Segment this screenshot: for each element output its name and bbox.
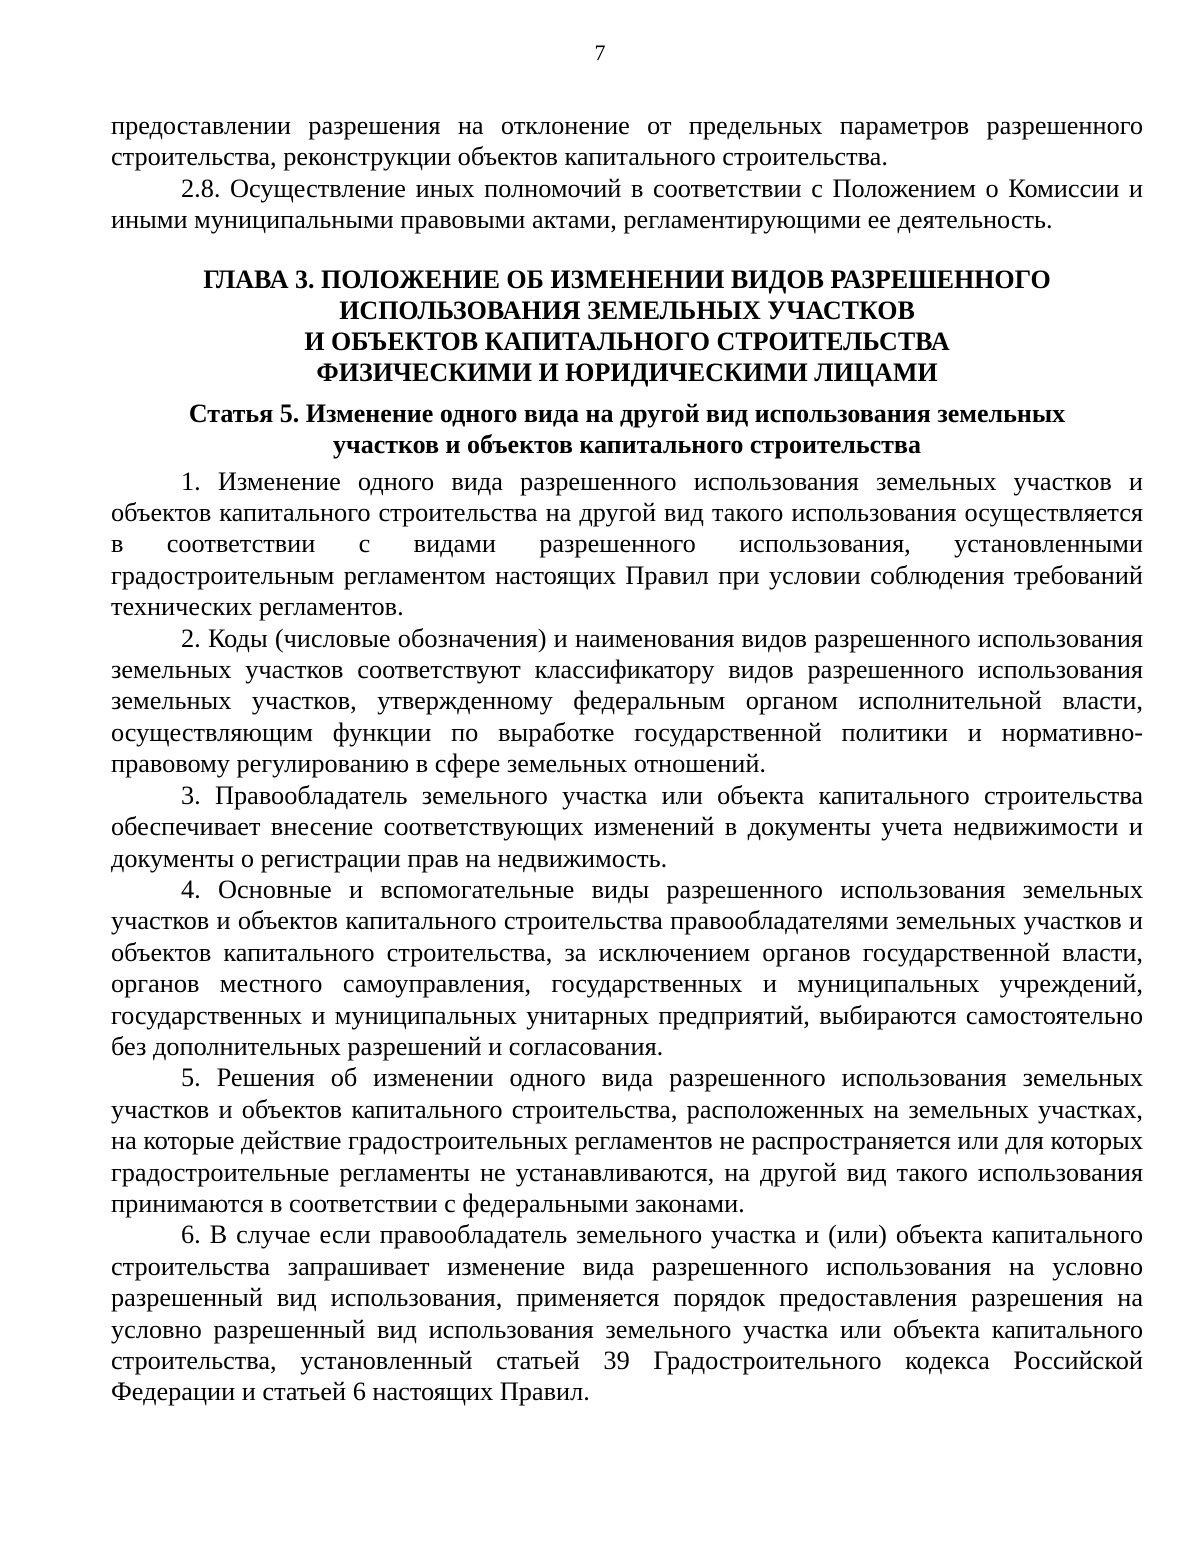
intro-continuation: предоставлении разрешения на отклонение от предельных параметров разрешенного строительства, реконструкции объектов капитального строительства.	[111, 111, 1143, 172]
chapter-heading-line: ГЛАВА 3. ПОЛОЖЕНИЕ ОБ ИЗМЕНЕНИИ ВИДОВ РАЗРЕШЕННОГО	[203, 264, 1051, 294]
page-number: 7	[594, 40, 606, 65]
article-heading	[111, 398, 1143, 460]
paragraph-6: 6. В случае если правообладатель земельного участка и (или) объекта капитального строительства запрашивает изменение вида разрешенного использования на условно разрешенный вид использования, применяется порядок предоставления разрешения на условно разрешенный вид использования земельного участка или объекта капитального строительства, установленный статьей 39 Градостроительного кодекса Российской Федерации и статьей 6 настоящих Правил.	[111, 1220, 1143, 1407]
chapter-heading-line: ФИЗИЧЕСКИМИ И ЮРИДИЧЕСКИМИ ЛИЦАМИ	[316, 357, 938, 387]
article-heading-line: Статья 5. Изменение одного вида на другой вид использования земельных	[188, 398, 1066, 428]
chapter-heading	[111, 264, 1143, 388]
item-2-8: 2.8. Осуществление иных полномочий в соответствии с Положением о Комиссии и иными муниципальными правовыми актами, регламентирующими ее деятельность.	[111, 173, 1143, 235]
paragraph-4: 4. Основные и вспомогательные виды разрешенного использования земельных участков и объектов капитального строительства правообладателями земельных участков и объектов капитального строительства, за исключением органов государственной власти, органов местного самоуправления, государственных и муниципальных учреждений, государственных и муниципальных унитарных предприятий, выбираются самостоятельно без дополнительных разрешений и согласования.	[111, 874, 1143, 1061]
paragraph-3: 3. Правообладатель земельного участка или объекта капитального строительства обеспечивает внесение соответствующих изменений в документы учета недвижимости и документы о регистрации прав на недвижимость.	[111, 780, 1143, 873]
chapter-heading-line: И ОБЪЕКТОВ КАПИТАЛЬНОГО СТРОИТЕЛЬСТВА	[304, 326, 950, 356]
paragraph-2: 2. Коды (числовые обозначения) и наименования видов разрешенного использования земельных участков соответствуют классификатору видов разрешенного использования земельных участков, утвержденному федеральным органом исполнительной власти, осуществляющим функции по выработке государственной политики и нормативно-правовому регулированию в сфере земельных отношений.	[111, 623, 1143, 779]
paragraph-5: 5. Решения об изменении одного вида разрешенного использования земельных участков и объектов капитального строительства, расположенных на земельных участках, на которые действие градостроительных регламентов не распространяется или для которых градостроительные регламенты не устанавливаются, на другой вид такого использования принимаются в соответствии с федеральными законами.	[111, 1063, 1143, 1218]
article-heading-line: участков и объектов капитального строительства	[333, 429, 921, 459]
page-body	[111, 110, 1143, 1408]
paragraph-1: 1. Изменение одного вида разрешенного использования земельных участков и объектов капитального строительства на другой вид такого использования осуществляется в соответствии с видами разрешенного использования, установленными градостроительным регламентом настоящих Правил при условии соблюдения требований технических регламентов.	[111, 466, 1143, 622]
chapter-heading-line: ИСПОЛЬЗОВАНИЯ ЗЕМЕЛЬНЫХ УЧАСТКОВ	[339, 295, 915, 325]
